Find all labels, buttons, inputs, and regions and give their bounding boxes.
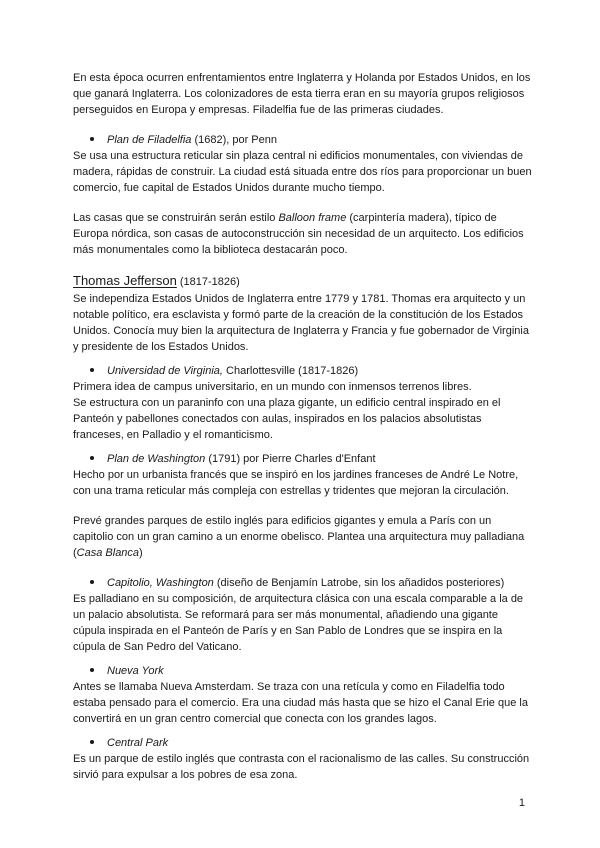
bullet-dot-icon xyxy=(90,137,94,141)
central-park-paragraph: Es un parque de estilo inglés que contrasta con el racionalismo de las calles. Su construcción sirvió para expulsar a los pobres de esa zona. xyxy=(73,753,530,781)
bullet-detail: (diseño de Benjamín Latrobe, sin los añadidos posteriores) xyxy=(213,577,505,589)
jefferson-heading xyxy=(73,272,533,291)
casas-paragraph: Las casas que se construirán serán estilo Balloon frame (carpintería madera), típico de Europa nórdica, son casas de autoconstrucción sin necesidad de un arquitecto. Los edificios más monumentales como la biblioteca destacarán poco. xyxy=(73,212,524,256)
intro-paragraph: En esta época ocurren enfrentamientos entre Inglaterra y Holanda por Estados Unidos, en los que ganará Inglaterra. Los colonizadores de esta tierra eran en su mayoría grupos religiosos perseguidos en Europa y empresas. Filadelfia fue de las primeras ciudades. xyxy=(73,72,531,116)
bullet-central-park xyxy=(73,735,533,751)
bullet-nueva-york xyxy=(73,663,533,679)
bullet-plan-filadelfia xyxy=(73,132,533,148)
bullet-title: Plan de Filadelfia xyxy=(107,134,192,146)
bullet-dot-icon xyxy=(90,668,94,672)
page-number: 1 xyxy=(518,797,525,809)
parques-paragraph: Prevé grandes parques de estilo inglés para edificios gigantes y emula a París con un capitolio con un gran camino a un enorme obelisco. Plantea una arquitectura muy palladiana (Casa Blanca) xyxy=(73,515,525,559)
bullet-dot-icon xyxy=(90,368,94,372)
bullet-dot-icon xyxy=(90,580,94,584)
bullet-dot-icon xyxy=(90,740,94,744)
bullet-title: Universidad de Virginia, xyxy=(107,365,223,377)
bullet-label xyxy=(107,735,168,751)
bullet-label xyxy=(107,451,376,467)
virginia-paragraph-2: Se estructura con un paraninfo con una plaza gigante, un edificio central inspirado en el Panteón y pabellones conectados con aulas, inspirados en los palacios absolutistas franceses, en Palladio y el romanticismo. xyxy=(73,397,501,441)
casa-blanca-term: Casa Blanca xyxy=(76,547,140,559)
jefferson-paragraph: Se independiza Estados Unidos de Inglaterra entre 1779 y 1781. Thomas era arquitecto y un notable político, era esclavista y formó parte de la creación de la constitución de los Estados Unidos. Conocía muy bien la arquitectura de Inglaterra y Francia y fue gobernador de Virginia y presidente de los Estados Unidos. xyxy=(73,293,529,353)
bullet-label xyxy=(107,132,277,148)
document-page xyxy=(73,70,533,783)
bullet-universidad-virginia xyxy=(73,363,533,379)
bullet-title: Central Park xyxy=(107,737,169,749)
bullet-title: Capitolio, Washington xyxy=(107,577,214,589)
virginia-paragraph-1: Primera idea de campus universitario, en un mundo con inmensos terrenos libres. xyxy=(73,381,472,393)
jefferson-years: (1817-1826) xyxy=(176,276,240,288)
bullet-plan-washington xyxy=(73,451,533,467)
bullet-detail: (1791) por Pierre Charles d'Enfant xyxy=(205,453,376,465)
nueva-york-paragraph: Antes se llamaba Nueva Amsterdam. Se traza con una retícula y como en Filadelfia todo estaba pensado para el comercio. Era una ciudad más hasta que se hizo el Canal Erie que la convertirá en un gran centro comercial que conecta con los grandes lagos. xyxy=(73,681,528,725)
bullet-detail: (1682), por Penn xyxy=(191,134,278,146)
washington-paragraph: Hecho por un urbanista francés que se inspiró en los jardines franceses de André Le Notre, con una trama reticular más compleja con estrellas y tridentes que mejoran la circulación. xyxy=(73,469,519,497)
bullet-label xyxy=(107,663,164,679)
bullet-dot-icon xyxy=(90,456,94,460)
bullet-capitolio-washington xyxy=(73,575,533,591)
bullet-detail: Charlottesville (1817-1826) xyxy=(222,365,359,377)
bullet-label xyxy=(107,575,504,591)
jefferson-name: Thomas Jefferson xyxy=(73,273,177,288)
capitolio-paragraph: Es palladiano en su composición, de arquitectura clásica con una escala comparable a la de un palacio absolutista. Se reformará para ser más monumental, añadiendo una gigante cúpula inspirada en el Panteón de París y en San Pablo de Londres que se inspira en la cúpula de San Pedro del Vaticano. xyxy=(73,593,524,653)
bullet-title: Nueva York xyxy=(107,665,164,677)
bullet-title: Plan de Washington xyxy=(107,453,206,465)
balloon-frame-term: Balloon frame xyxy=(278,212,347,224)
bullet-label xyxy=(107,363,358,379)
filadelfia-paragraph: Se usa una estructura reticular sin plaza central ni edificios monumentales, con viviendas de madera, rápidas de construir. La ciudad está situada entre dos ríos para proporcionar un buen comercio, fue capital de Estados Unidos durante mucho tiempo. xyxy=(73,150,532,194)
